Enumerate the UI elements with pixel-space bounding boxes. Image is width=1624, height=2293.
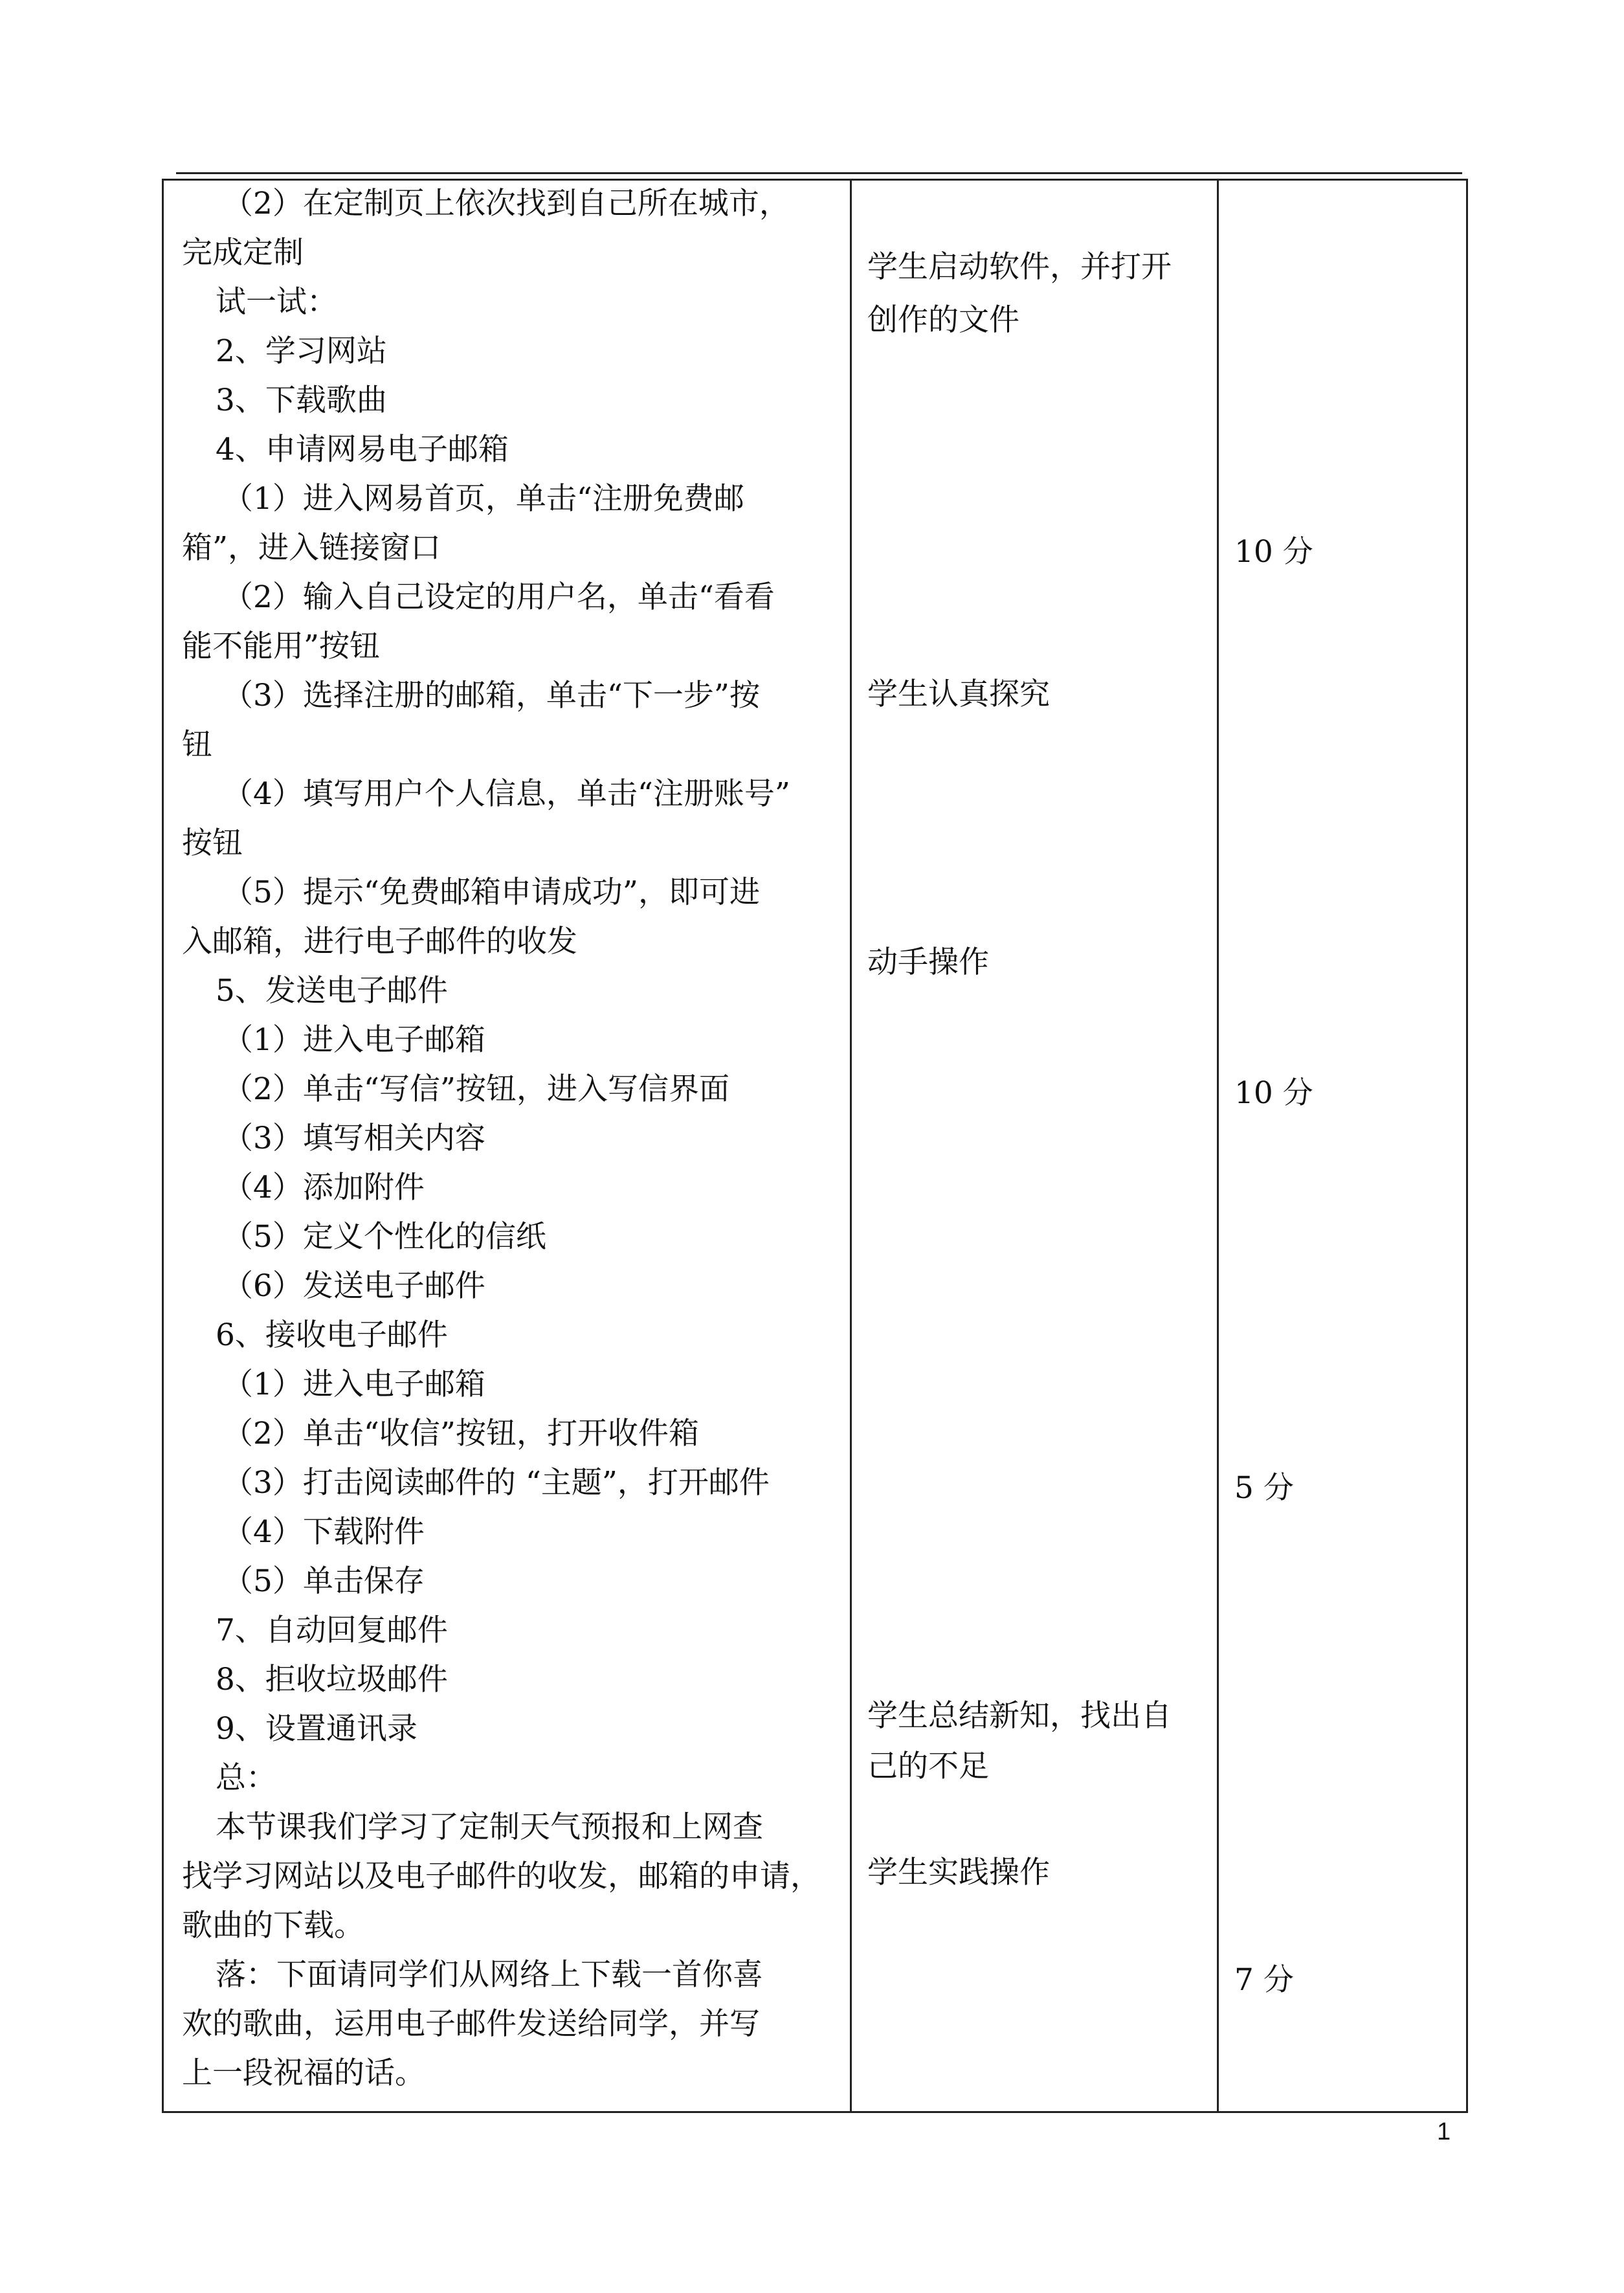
content-line: （2）在定制页上依次找到自己所在城市， [223,186,790,221]
time-line: 10 分 [1234,534,1313,570]
content-line: 落：下面请同学们从网络上下载一首你喜 [216,1957,763,1993]
content-line: 欢的歌曲，运用电子邮件发送给同学，并写 [182,2006,760,2042]
content-line: （2）输入自己设定的用户名，单击“看看 [223,579,775,615]
header-rule [176,172,1462,174]
content-line: （2）单击“收信”按钮，打开收件箱 [223,1416,699,1451]
content-line: 上一段祝福的话。 [182,2055,425,2091]
content-line: （4）添加附件 [223,1170,425,1205]
lesson-table [162,179,1468,2113]
content-line: 入邮箱，进行电子邮件的收发 [182,924,577,959]
activity-line: 学生实践操作 [867,1855,1050,1890]
content-line: （5）提示“免费邮箱申请成功”，即可进 [223,875,760,910]
teaching-content-column [164,181,850,2111]
time-column [1219,181,1468,2111]
content-line: 8、拒收垃圾邮件 [216,1662,448,1697]
content-line: 完成定制 [182,235,304,271]
time-line: 10 分 [1234,1075,1313,1111]
content-line: （1）进入网易首页，单击“注册免费邮 [223,481,744,517]
content-line: （3）填写相关内容 [223,1121,485,1156]
content-line: 3、下载歌曲 [216,383,387,418]
time-line: 7 分 [1234,1962,1294,1998]
content-line: （3）选择注册的邮箱，单击“下一步”按 [223,678,760,713]
content-line: 总： [216,1760,276,1796]
content-line: （5）单击保存 [223,1563,425,1599]
content-line: 歌曲的下载。 [182,1908,364,1943]
content-line: 2、学习网站 [216,333,387,369]
student-activity-column [852,181,1217,2111]
content-line: （6）发送电子邮件 [223,1268,485,1304]
activity-line: 创作的文件 [867,302,1019,338]
page-number: 1 [1437,2118,1451,2145]
content-line: 找学习网站以及电子邮件的收发，邮箱的申请， [182,1859,821,1894]
activity-line: 学生认真探究 [867,677,1050,712]
activity-line: 学生启动软件，并打开 [867,249,1172,285]
content-line: （2）单击“写信”按钮，进入写信界面 [223,1071,729,1107]
content-line: 钮 [182,727,212,763]
activity-line: 学生总结新知，找出自 [867,1698,1172,1734]
content-line: 箱”，进入链接窗口 [182,530,441,566]
content-line: （1）进入电子邮箱 [223,1367,485,1402]
content-line: 能不能用”按钮 [182,629,381,664]
content-line: （1）进入电子邮箱 [223,1022,485,1058]
content-line: （4）填写用户个人信息，单击“注册账号” [223,776,790,812]
content-line: （4）下载附件 [223,1514,425,1550]
content-line: 本节课我们学习了定制天气预报和上网查 [216,1809,763,1845]
content-line: 试一试： [216,284,337,320]
activity-line: 己的不足 [867,1749,989,1784]
activity-line: 动手操作 [867,945,989,980]
content-line: 5、发送电子邮件 [216,973,448,1009]
content-line: 6、接收电子邮件 [216,1317,448,1353]
content-line: 9、设置通讯录 [216,1711,417,1747]
content-line: 4、申请网易电子邮箱 [216,432,509,467]
time-line: 5 分 [1234,1470,1294,1506]
content-line: （5）定义个性化的信纸 [223,1219,546,1255]
content-line: 7、自动回复邮件 [216,1613,448,1648]
content-line: 按钮 [182,825,243,861]
content-line: （3）打击阅读邮件的 “主题”，打开邮件 [223,1465,770,1501]
